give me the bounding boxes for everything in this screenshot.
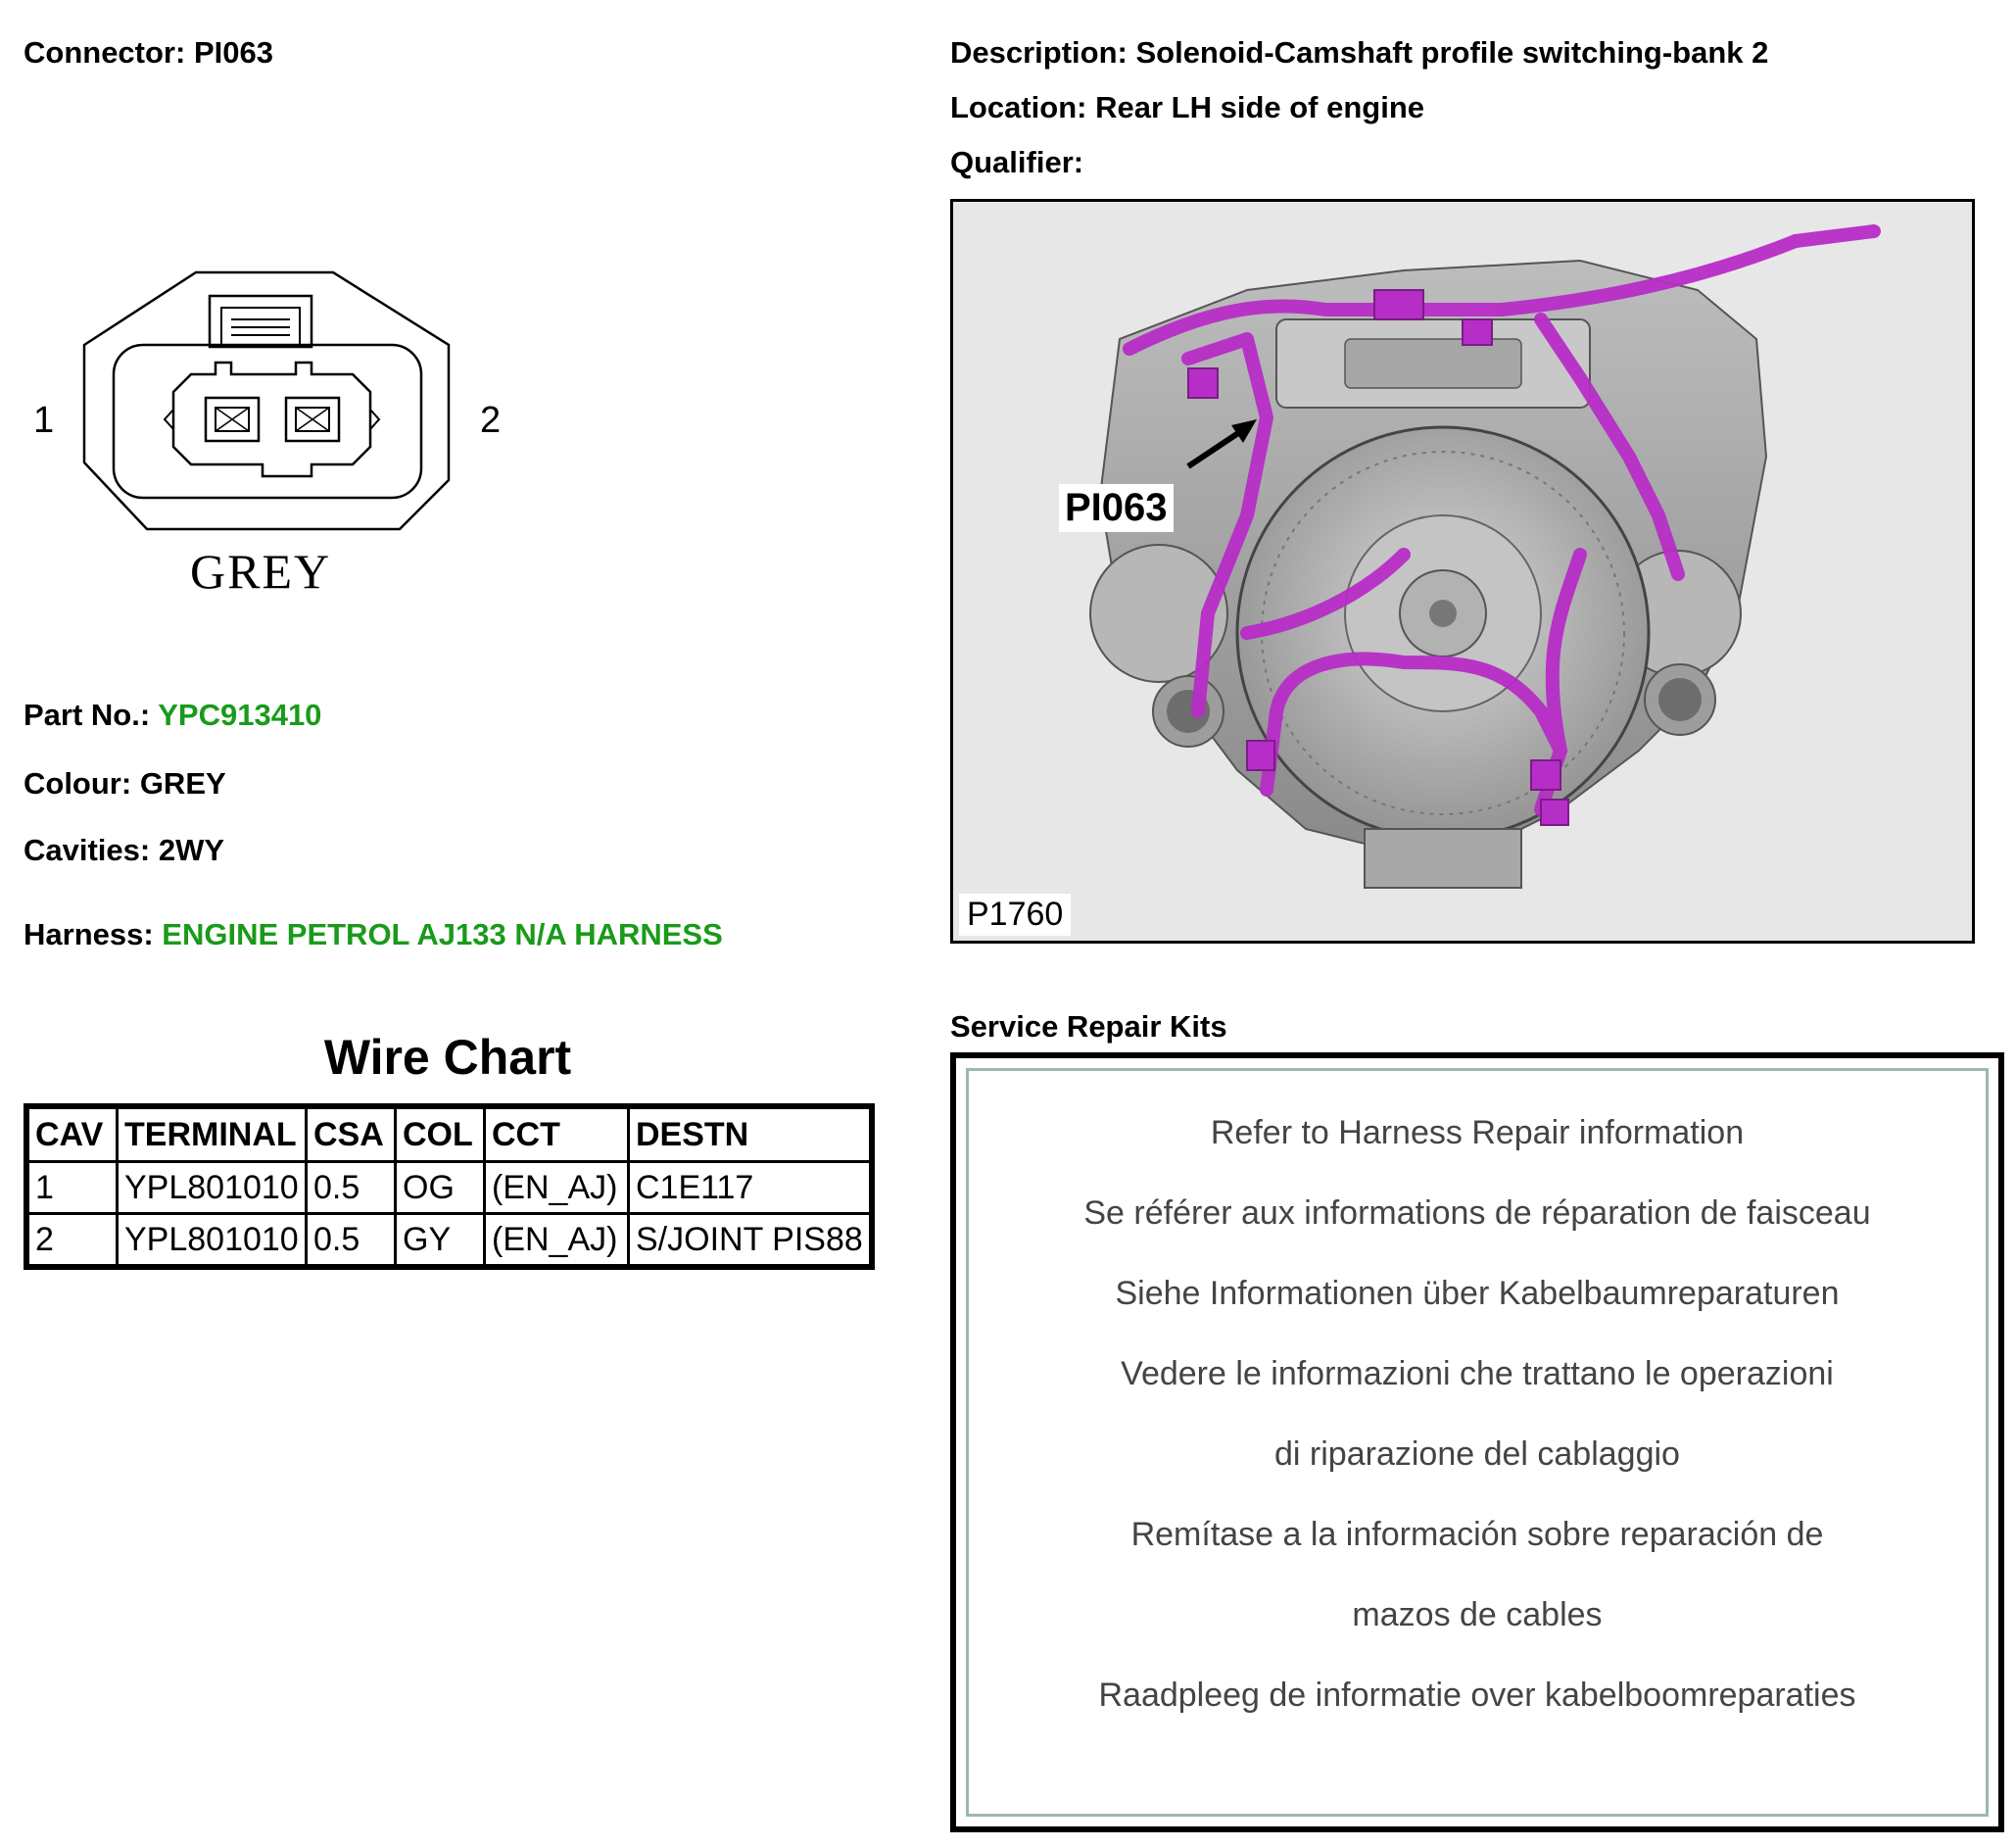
colour-value: GREY — [139, 766, 226, 801]
cell-cct: (EN_AJ) — [485, 1162, 629, 1214]
colour-label: Colour: — [24, 766, 140, 801]
kit-line-es-2: mazos de cables — [1352, 1596, 1603, 1633]
connector-label: Connector: — [24, 35, 194, 70]
wire-chart-table — [24, 1103, 875, 1270]
description-label: Description: — [950, 35, 1136, 70]
part-no-link[interactable]: YPC913410 — [158, 698, 322, 732]
connector-value: PI063 — [193, 35, 273, 70]
table-row — [26, 1162, 872, 1214]
engine-location-image — [950, 199, 1975, 944]
header-col: COL — [396, 1106, 485, 1162]
engine-illustration — [953, 202, 1972, 941]
cell-destn: S/JOINT PIS88 — [629, 1214, 873, 1268]
diagram-colour-label: GREY — [190, 544, 332, 599]
header-terminal: TERMINAL — [118, 1106, 307, 1162]
cell-col: OG — [396, 1162, 485, 1214]
cell-cav: 1 — [26, 1162, 118, 1214]
connector-line — [24, 35, 273, 71]
qualifier-line — [950, 145, 1083, 180]
kit-line-fr: Se référer aux informations de réparation de faisceau — [1083, 1194, 1871, 1232]
harness-link[interactable]: ENGINE PETROL AJ133 N/A HARNESS — [162, 917, 723, 951]
colour-line — [24, 766, 226, 802]
cell-terminal: YPL801010 — [118, 1214, 307, 1268]
location-label: Location: — [950, 90, 1096, 124]
description-line — [950, 35, 1768, 71]
cell-cct: (EN_AJ) — [485, 1214, 629, 1268]
cell-destn: C1E117 — [629, 1162, 873, 1214]
qualifier-label: Qualifier: — [950, 145, 1084, 179]
cell-terminal: YPL801010 — [118, 1162, 307, 1214]
cavities-value: 2WY — [158, 833, 225, 867]
header-destn: DESTN — [629, 1106, 873, 1162]
kit-line-es-1: Remítase a la información sobre reparación de — [1130, 1516, 1824, 1553]
pin-1-label: 1 — [33, 400, 55, 441]
part-no-line — [24, 698, 321, 733]
kit-line-en: Refer to Harness Repair information — [1210, 1114, 1745, 1151]
location-value: Rear LH side of engine — [1095, 90, 1425, 124]
location-line — [950, 90, 1424, 125]
cavities-label: Cavities: — [24, 833, 159, 867]
service-repair-kits-inner — [966, 1068, 1989, 1817]
cell-col: GY — [396, 1214, 485, 1268]
table-row — [26, 1214, 872, 1268]
kit-line-it-2: di riparazione del cablaggio — [1274, 1435, 1680, 1473]
service-repair-kits-title: Service Repair Kits — [950, 1009, 1227, 1044]
description-value: Solenoid-Camshaft profile switching-bank 2 — [1135, 35, 1769, 70]
cell-csa: 0.5 — [307, 1162, 396, 1214]
header-cct: CCT — [485, 1106, 629, 1162]
harness-label: Harness: — [24, 917, 163, 951]
cell-csa: 0.5 — [307, 1214, 396, 1268]
figure-id-label: P1760 — [959, 894, 1071, 936]
cell-cav: 2 — [26, 1214, 118, 1268]
cavities-line — [24, 833, 224, 868]
wire-chart-title: Wire Chart — [323, 1030, 572, 1085]
header-csa: CSA — [307, 1106, 396, 1162]
header-cav: CAV — [26, 1106, 118, 1162]
kit-line-nl: Raadpleeg de informatie over kabelboomreparaties — [1098, 1677, 1856, 1714]
connector-diagram — [20, 255, 529, 608]
pin-2-label: 2 — [480, 400, 502, 441]
kit-line-it-1: Vedere le informazioni che trattano le operazioni — [1121, 1355, 1834, 1392]
harness-line — [24, 917, 723, 952]
kit-line-de: Siehe Informationen über Kabelbaumreparaturen — [1115, 1275, 1840, 1312]
callout-label: PI063 — [1059, 484, 1174, 532]
part-no-label: Part No.: — [24, 698, 159, 732]
wire-chart-header-row — [26, 1106, 872, 1162]
service-repair-kits-box — [950, 1052, 2004, 1832]
